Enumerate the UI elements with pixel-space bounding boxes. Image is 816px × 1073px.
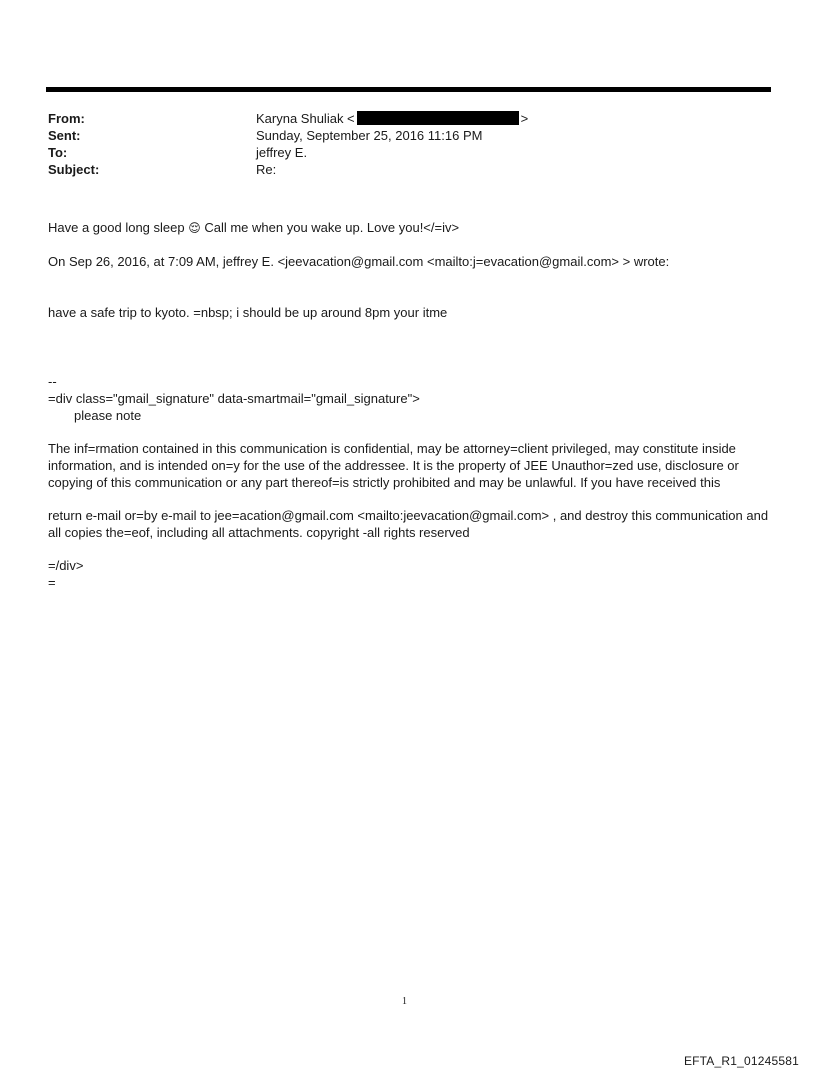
quote-text: have a safe trip to kyoto. =nbsp; i should be up around 8pm your itme (48, 305, 448, 320)
from-row (48, 110, 768, 127)
from-close: > (520, 111, 529, 126)
email-body (48, 219, 770, 591)
subject-row (48, 161, 768, 178)
message-text-b: Call me when you wake up. Love you!</=iv> (200, 220, 460, 235)
signature-note: please note (74, 408, 142, 423)
sent-value: Sunday, September 25, 2016 11:16 PM (256, 128, 483, 143)
message-text-a: Have a good long sleep (48, 220, 189, 235)
message-line (48, 219, 770, 237)
quote-header: On Sep 26, 2016, at 7:09 AM, jeffrey E. <jeevacation@gmail.com <mailto:j=evacation@gmail.com> > wrote: (48, 254, 670, 269)
to-value: jeffrey E. (256, 145, 308, 160)
to-label: To: (48, 145, 68, 160)
to-row (48, 144, 768, 161)
sent-label: Sent: (48, 128, 81, 143)
disclaimer-paragraph-2: return e-mail or=by e-mail to jee=acation@gmail.com <mailto:jeevacation@gmail.com> , and destroy this communication and all copies the=eof, including all attachments. copyright -all rights reserved (48, 508, 769, 540)
document-id: EFTA_R1_01245581 (683, 1054, 799, 1068)
signature-div: =div class="gmail_signature" data-smartmail="gmail_signature"> (48, 391, 420, 406)
subject-label: Subject: (48, 162, 100, 177)
disclaimer-paragraph-1: The inf=rmation contained in this communication is confidential, may be attorney=client privileged, may constitute inside information, and is intended on=y for the use of the addressee. It is the property of JEE Unauthor=zed use, disclosure or copying of this communication or any part thereof=is strictly prohibited and may be unlawful. If you have received this (48, 441, 739, 490)
subject-value: Re: (256, 162, 277, 177)
sent-row (48, 127, 768, 144)
redaction-box (357, 111, 519, 125)
email-header (48, 110, 768, 178)
relieved-face-icon: 😌 (188, 221, 201, 235)
from-label: From: (48, 111, 85, 126)
header-rule (46, 87, 771, 92)
closing-eq: = (48, 575, 56, 590)
from-value (256, 110, 768, 127)
signature-dash: -- (48, 374, 57, 389)
from-name: Karyna Shuliak < (256, 111, 355, 126)
page-number: 1 (402, 996, 407, 1007)
closing-div: =/div> (48, 558, 84, 573)
